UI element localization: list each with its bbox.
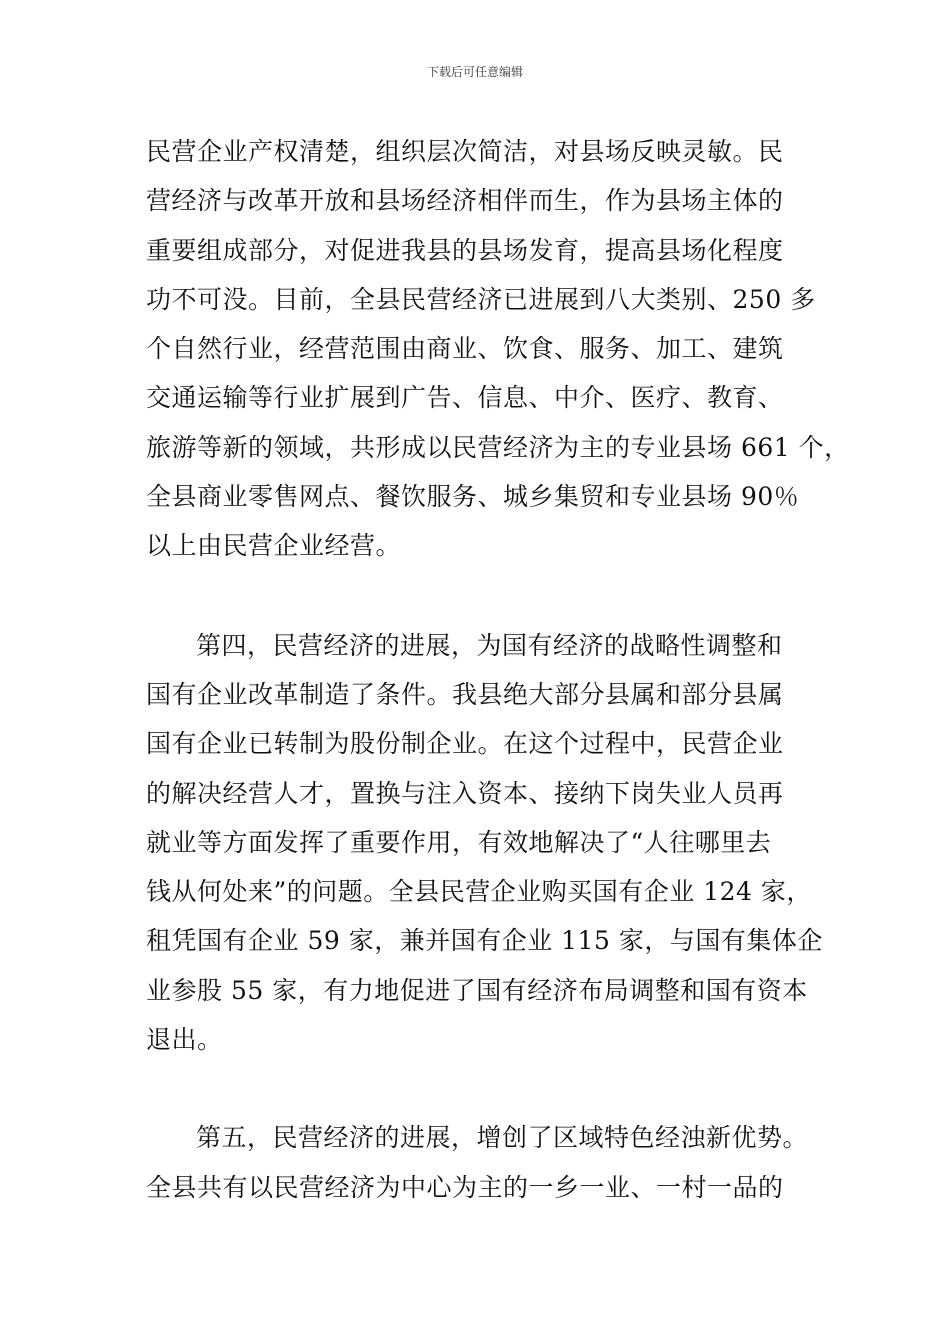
text-line: 功不可没。目前，全县民营经济已进展到八大类别、250 多 — [146, 284, 816, 314]
text-line: 钱从何处来”的问题。全县民营企业购买国有企业 124 家， — [146, 877, 812, 907]
text-line: 重要组成部分，对促进我县的县场发育，提高县场化程度 — [146, 235, 784, 265]
text-line: 第四，民营经济的进展，为国有经济的战略性调整和 — [196, 630, 783, 660]
document-body — [146, 127, 850, 1212]
text-line: 业参股 55 家，有力地促进了国有经济布局调整和国有资本 — [146, 975, 808, 1005]
text-line: 全县共有以民营经济为中心为主的一乡一业、一村一品的 — [146, 1172, 784, 1202]
text-line: 就业等方面发挥了重要作用，有效地解决了“人往哪里去 — [146, 827, 772, 857]
text-line: 第五，民营经济的进展，增创了区域特色经浊新优势。 — [196, 1123, 809, 1153]
text-line: 营经济与改革开放和县场经济相伴而生，作为县场主体的 — [146, 186, 784, 216]
paragraph-spacer — [146, 1064, 826, 1113]
text-line: 以上由民营企业经营。 — [146, 531, 402, 561]
text-line: 国有企业改革制造了条件。我县绝大部分县属和部分县属 — [146, 679, 784, 709]
text-line: 交通运输等行业扩展到广告、信息、中介、医疗、教育、 — [146, 383, 784, 413]
text-line: 全县商业零售网点、餐饮服务、城乡集贸和专业县场 90％ — [146, 482, 800, 512]
paragraph-spacer — [146, 571, 826, 621]
text-line: 国有企业已转制为股份制企业。在这个过程中，民营企业 — [146, 729, 784, 759]
text-line: 民营企业产权清楚，组织层次简洁，对县场反映灵敏。民 — [146, 137, 784, 166]
paragraph-1 — [146, 127, 850, 571]
page-header: 下载后可任意编辑 — [426, 65, 523, 79]
text-line: 退出。 — [146, 1025, 223, 1055]
text-line: 旅游等新的领域，共形成以民营经济为主的专业县场 661 个， — [146, 432, 850, 462]
paragraph-3 — [146, 1113, 826, 1212]
text-line: 的解决经营人才，置换与注入资本、接纳下岗失业人员再 — [146, 778, 784, 808]
text-line: 租凭国有企业 59 家，兼并国有企业 115 家，与国有集体企 — [146, 926, 823, 956]
paragraph-2 — [146, 621, 826, 1065]
text-line: 个自然行业，经营范围由商业、饮食、服务、加工、建筑 — [146, 334, 784, 364]
